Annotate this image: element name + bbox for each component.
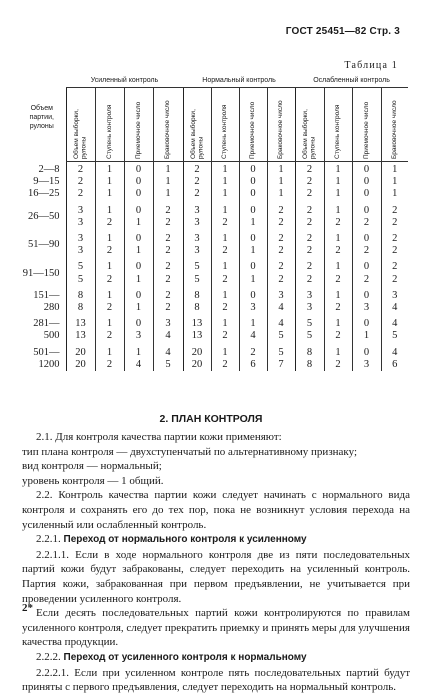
table-cell: 2: [324, 245, 352, 257]
table-cell: 1: [239, 245, 267, 257]
lot-size-cell: 2—8: [38, 163, 60, 175]
table-cell: 1: [211, 347, 239, 359]
table-cell: 2: [153, 217, 183, 229]
table-cell: 0: [352, 318, 381, 330]
table-cell: 0: [239, 162, 267, 177]
table-cell: 1: [124, 347, 153, 359]
table-cell: 2: [66, 176, 95, 188]
body-text: [22, 430, 410, 695]
column-header: [124, 88, 153, 162]
table-cell: 1: [153, 188, 183, 200]
table-cell: 2: [211, 274, 239, 286]
table-cell: 3: [153, 318, 183, 330]
table-cell: 13: [66, 318, 95, 330]
table-cell: 2: [267, 217, 295, 229]
table-cell: 4: [381, 302, 408, 314]
table-cell: 1: [95, 347, 124, 359]
table-cell: 2: [381, 217, 408, 229]
table-row: [18, 245, 408, 257]
table-cell: 0: [239, 176, 267, 188]
table-row: [18, 217, 408, 229]
table-cell: 2: [295, 162, 324, 177]
table-cell: 0: [124, 176, 153, 188]
table-cell: 0: [124, 318, 153, 330]
table-cell: 2: [295, 188, 324, 200]
table-cell: 2: [324, 330, 352, 342]
table-cell: 2: [267, 261, 295, 273]
table-row: [18, 205, 408, 217]
lot-size-cell: 501—1200: [33, 346, 60, 370]
paragraph: 2.2.2.1. Если при усиленном контроле пять последовательных партий будут приняты с первого предъявления, следует переходить на нормальный контроль.: [22, 666, 410, 694]
table-cell: 1: [211, 205, 239, 217]
subsection-heading: [22, 532, 410, 548]
table-cell: 3: [66, 233, 95, 245]
column-header-label: Приемочное число: [249, 101, 257, 159]
column-header-label: Ступень контроля: [221, 104, 229, 159]
table-cell: 1: [95, 261, 124, 273]
table-cell: 1: [211, 261, 239, 273]
table-cell: 2: [381, 233, 408, 245]
table-cell: 2: [183, 176, 211, 188]
table-cell: 2: [66, 162, 95, 177]
column-header: [381, 88, 408, 162]
table-cell: 6: [381, 359, 408, 371]
table-cell: 2: [153, 274, 183, 286]
table-cell: 2: [211, 330, 239, 342]
table-cell: 1: [352, 330, 381, 342]
column-header: [153, 88, 183, 162]
table-cell: 1: [211, 290, 239, 302]
table-cell: 3: [183, 217, 211, 229]
footer-mark: 2*: [22, 602, 33, 614]
table-cell: 1: [324, 347, 352, 359]
table-cell: 2: [95, 302, 124, 314]
table-cell: 1: [124, 302, 153, 314]
table-cell: 2: [381, 274, 408, 286]
column-header-label: Объем выборки, рулоны: [73, 108, 88, 159]
table-cell: 0: [124, 188, 153, 200]
table-cell: 8: [66, 290, 95, 302]
paragraph: уровень контроля — 1 общий.: [22, 474, 164, 487]
table-cell: 2: [295, 217, 324, 229]
lot-size-cell: 51—90: [28, 239, 60, 251]
table-cell: 5: [183, 261, 211, 273]
table-cell: 3: [267, 290, 295, 302]
table-cell: 2: [324, 217, 352, 229]
table-cell: 1: [95, 318, 124, 330]
table-cell: 2: [267, 245, 295, 257]
table-cell: 13: [183, 318, 211, 330]
table-cell: 5: [295, 330, 324, 342]
table-cell: 2: [267, 233, 295, 245]
table-cell: 4: [153, 330, 183, 342]
table-cell: 1: [239, 274, 267, 286]
table-cell: 3: [183, 233, 211, 245]
table-cell: 2: [153, 205, 183, 217]
standard-number: ГОСТ 25451—82: [285, 26, 367, 37]
table-cell: 4: [267, 318, 295, 330]
table-cell: 2: [95, 359, 124, 371]
table-cell: 2: [211, 217, 239, 229]
table-row: [18, 290, 408, 302]
column-header: [239, 88, 267, 162]
group-header-normal: Нормальный контроль: [183, 73, 295, 88]
table-cell: 4: [267, 302, 295, 314]
lot-size-header: [18, 73, 66, 162]
paragraph: 2.2.1.1. Если в ходе нормального контроля две из пяти последовательных партий кожи будут забракованы, следует переходить на усиленный контроль. Партия кожи, забракованная при первом предъявлении, не учитывается при проведении усиленного контроля.: [22, 548, 410, 605]
table-cell: 1: [95, 162, 124, 177]
table-cell: 1: [324, 290, 352, 302]
table-cell: 0: [352, 205, 381, 217]
table-cell: 2: [324, 302, 352, 314]
group-header-reduced: Ослабленный контроль: [295, 73, 408, 88]
table-cell: 4: [381, 347, 408, 359]
table-cell: 1: [211, 176, 239, 188]
table-cell: 2: [381, 205, 408, 217]
table-cell: 2: [352, 245, 381, 257]
table-cell: 1: [381, 188, 408, 200]
lot-size-cell: 151—280: [33, 289, 60, 314]
lot-size-cell: 281—500: [33, 318, 60, 342]
table-cell: 2: [295, 176, 324, 188]
table-cell: 13: [183, 330, 211, 342]
sub-header-row: [18, 88, 408, 162]
table-cell: 3: [239, 302, 267, 314]
table-cell: 0: [124, 162, 153, 177]
lot-size-cell: 26—50: [28, 210, 60, 222]
table-cell: 2: [153, 233, 183, 245]
column-header-label: Приемочное число: [134, 101, 142, 159]
table-cell: 2: [153, 261, 183, 273]
table-cell: 2: [95, 330, 124, 342]
table-cell: 2: [295, 274, 324, 286]
table-row: [18, 359, 408, 371]
table-cell: 0: [239, 261, 267, 273]
table-cell: 8: [183, 290, 211, 302]
table-cell: 0: [352, 233, 381, 245]
table-cell: 0: [124, 290, 153, 302]
table-cell: 1: [95, 233, 124, 245]
table-row: [18, 188, 408, 200]
table-cell: 1: [211, 233, 239, 245]
table-cell: 4: [153, 347, 183, 359]
subsection-title: Переход от нормального контроля к усиленному: [63, 534, 307, 546]
table-cell: 2: [295, 245, 324, 257]
table-cell: 2: [95, 245, 124, 257]
table-cell: 2: [267, 274, 295, 286]
column-header: [295, 88, 324, 162]
table-cell: 8: [295, 347, 324, 359]
table-cell: 2: [211, 245, 239, 257]
sampling-plan-table: [18, 73, 408, 371]
table-cell: 3: [295, 302, 324, 314]
table-cell: 2: [352, 274, 381, 286]
table-cell: 3: [66, 205, 95, 217]
table-cell: 3: [352, 302, 381, 314]
table-cell: 0: [124, 205, 153, 217]
table-cell: 0: [352, 162, 381, 177]
table-cell: 1: [324, 261, 352, 273]
table-cell: 1: [124, 245, 153, 257]
table-row: [18, 176, 408, 188]
table-row: [18, 318, 408, 330]
table-cell: 2: [295, 205, 324, 217]
table-cell: 1: [381, 162, 408, 177]
table-cell: 3: [66, 245, 95, 257]
table-cell: 1: [211, 188, 239, 200]
column-header-label: Браковочное число: [391, 99, 399, 159]
table-cell: 0: [239, 188, 267, 200]
table-cell: 2: [66, 188, 95, 200]
table-cell: 1: [95, 176, 124, 188]
table-cell: 0: [352, 290, 381, 302]
table-cell: 0: [124, 261, 153, 273]
table-cell: 5: [183, 274, 211, 286]
table-cell: 8: [295, 359, 324, 371]
table-cell: 8: [183, 302, 211, 314]
table-cell: 5: [267, 347, 295, 359]
lot-size-header-label: Объем партии, рулоны: [29, 104, 54, 130]
table-row: [18, 302, 408, 314]
table-cell: 2: [295, 233, 324, 245]
paragraph: тип плана контроля — двухступенчатый по альтернативному признаку;: [22, 445, 358, 458]
table-cell: 0: [352, 188, 381, 200]
table-cell: 2: [95, 217, 124, 229]
table-cell: 5: [66, 274, 95, 286]
subsection-heading: [22, 650, 410, 666]
table-cell: 1: [324, 205, 352, 217]
column-header: [211, 88, 239, 162]
group-header-tightened: Усиленный контроль: [66, 73, 183, 88]
table-cell: 0: [352, 176, 381, 188]
paragraph: Если десять последовательных партий кожи контролируются по правилам усиленного контроля, следует прекратить приемку и принять меры для улучшения качества продукции.: [22, 607, 410, 649]
table-cell: 1: [267, 176, 295, 188]
table-cell: 1: [211, 318, 239, 330]
table-cell: 1: [324, 188, 352, 200]
table-cell: 0: [124, 233, 153, 245]
table-cell: 1: [267, 162, 295, 177]
table-cell: 7: [267, 359, 295, 371]
table-cell: 1: [239, 318, 267, 330]
table-cell: 1: [153, 162, 183, 177]
table-cell: 1: [211, 162, 239, 177]
table-cell: 1: [124, 274, 153, 286]
table-cell: 5: [381, 330, 408, 342]
table-cell: 3: [124, 330, 153, 342]
lot-size-cell: 9—15: [33, 176, 60, 188]
table-cell: 1: [239, 217, 267, 229]
table-row: [18, 162, 408, 177]
table-caption: Таблица 1: [344, 60, 398, 71]
column-header: [267, 88, 295, 162]
table-row: [18, 233, 408, 245]
table-cell: 4: [124, 359, 153, 371]
column-header-label: Ступень контроля: [105, 104, 113, 159]
table-cell: 2: [183, 162, 211, 177]
page-header: [286, 26, 400, 37]
table-cell: 0: [239, 205, 267, 217]
table-cell: 2: [324, 359, 352, 371]
table-cell: 2: [324, 274, 352, 286]
table-cell: 0: [352, 261, 381, 273]
column-header-label: Объем выборки, рулоны: [302, 108, 317, 159]
table-cell: 0: [239, 233, 267, 245]
table-cell: 2: [211, 302, 239, 314]
table-cell: 1: [153, 176, 183, 188]
table-cell: 1: [95, 188, 124, 200]
table-cell: 0: [239, 290, 267, 302]
table-cell: 2: [352, 217, 381, 229]
table-cell: 20: [183, 347, 211, 359]
table-cell: 0: [352, 347, 381, 359]
table-cell: 20: [66, 359, 95, 371]
table-cell: 2: [211, 359, 239, 371]
table-cell: 3: [183, 205, 211, 217]
table-cell: 1: [324, 176, 352, 188]
table-row: [18, 347, 408, 359]
table-cell: 1: [124, 217, 153, 229]
table-cell: 6: [239, 359, 267, 371]
paragraph: вид контроля — нормальный;: [22, 460, 162, 473]
table-cell: 20: [66, 347, 95, 359]
table-cell: 5: [66, 261, 95, 273]
table-cell: 2: [153, 245, 183, 257]
table-row: [18, 330, 408, 342]
table-body: [18, 162, 408, 372]
table-cell: 1: [324, 162, 352, 177]
table-cell: 2: [295, 261, 324, 273]
column-header: [66, 88, 95, 162]
table-cell: 1: [95, 205, 124, 217]
table-cell: 8: [66, 302, 95, 314]
table-cell: 3: [183, 245, 211, 257]
table-cell: 2: [95, 274, 124, 286]
table-cell: 1: [95, 290, 124, 302]
column-header-label: Браковочное число: [277, 99, 285, 159]
column-header-label: Объем выборки, рулоны: [189, 108, 205, 159]
table-cell: 2: [381, 261, 408, 273]
table-cell: 3: [66, 217, 95, 229]
table-cell: 3: [381, 290, 408, 302]
table-cell: 13: [66, 330, 95, 342]
page-number: Стр. 3: [369, 26, 400, 37]
table-row: [18, 274, 408, 286]
lot-size-cell: 16—25: [28, 188, 60, 200]
table-cell: 20: [183, 359, 211, 371]
paragraph: 2.1. Для контроля качества партии кожи применяют:: [36, 431, 282, 443]
subsection-title: Переход от усиленного контроля к нормальному: [63, 651, 307, 663]
table-cell: 1: [267, 188, 295, 200]
table-cell: 4: [239, 330, 267, 342]
column-header-label: Ступень контроля: [334, 104, 342, 159]
subsection-number: 2.2.1.: [36, 533, 61, 546]
table-cell: 4: [381, 318, 408, 330]
table-cell: 1: [324, 233, 352, 245]
table-cell: 1: [324, 318, 352, 330]
table-cell: 2: [381, 245, 408, 257]
paragraph: 2.2. Контроль качества партии кожи следует начинать с нормального вида контроля и сохранять его до тех пор, пока не возникнут условия перехода на усиленный или ослабленный контроль.: [22, 489, 410, 531]
column-header: [324, 88, 352, 162]
lot-size-cell: 91—150: [22, 267, 60, 279]
table-cell: 2: [239, 347, 267, 359]
column-header: [183, 88, 211, 162]
column-header: [95, 88, 124, 162]
table-cell: 2: [267, 205, 295, 217]
table-cell: 3: [352, 359, 381, 371]
table-cell: 5: [295, 318, 324, 330]
table-cell: 5: [267, 330, 295, 342]
column-header: [352, 88, 381, 162]
table-cell: 2: [153, 290, 183, 302]
column-header-label: Приемочное число: [362, 101, 370, 159]
table-cell: 1: [381, 176, 408, 188]
table-cell: 2: [183, 188, 211, 200]
table-row: [18, 261, 408, 273]
section-title: 2. ПЛАН КОНТРОЛЯ: [159, 413, 263, 425]
table-cell: 2: [153, 302, 183, 314]
table-cell: 3: [295, 290, 324, 302]
column-header-label: Браковочное число: [164, 99, 172, 159]
table-cell: 5: [153, 359, 183, 371]
subsection-number: 2.2.2.: [36, 650, 61, 663]
